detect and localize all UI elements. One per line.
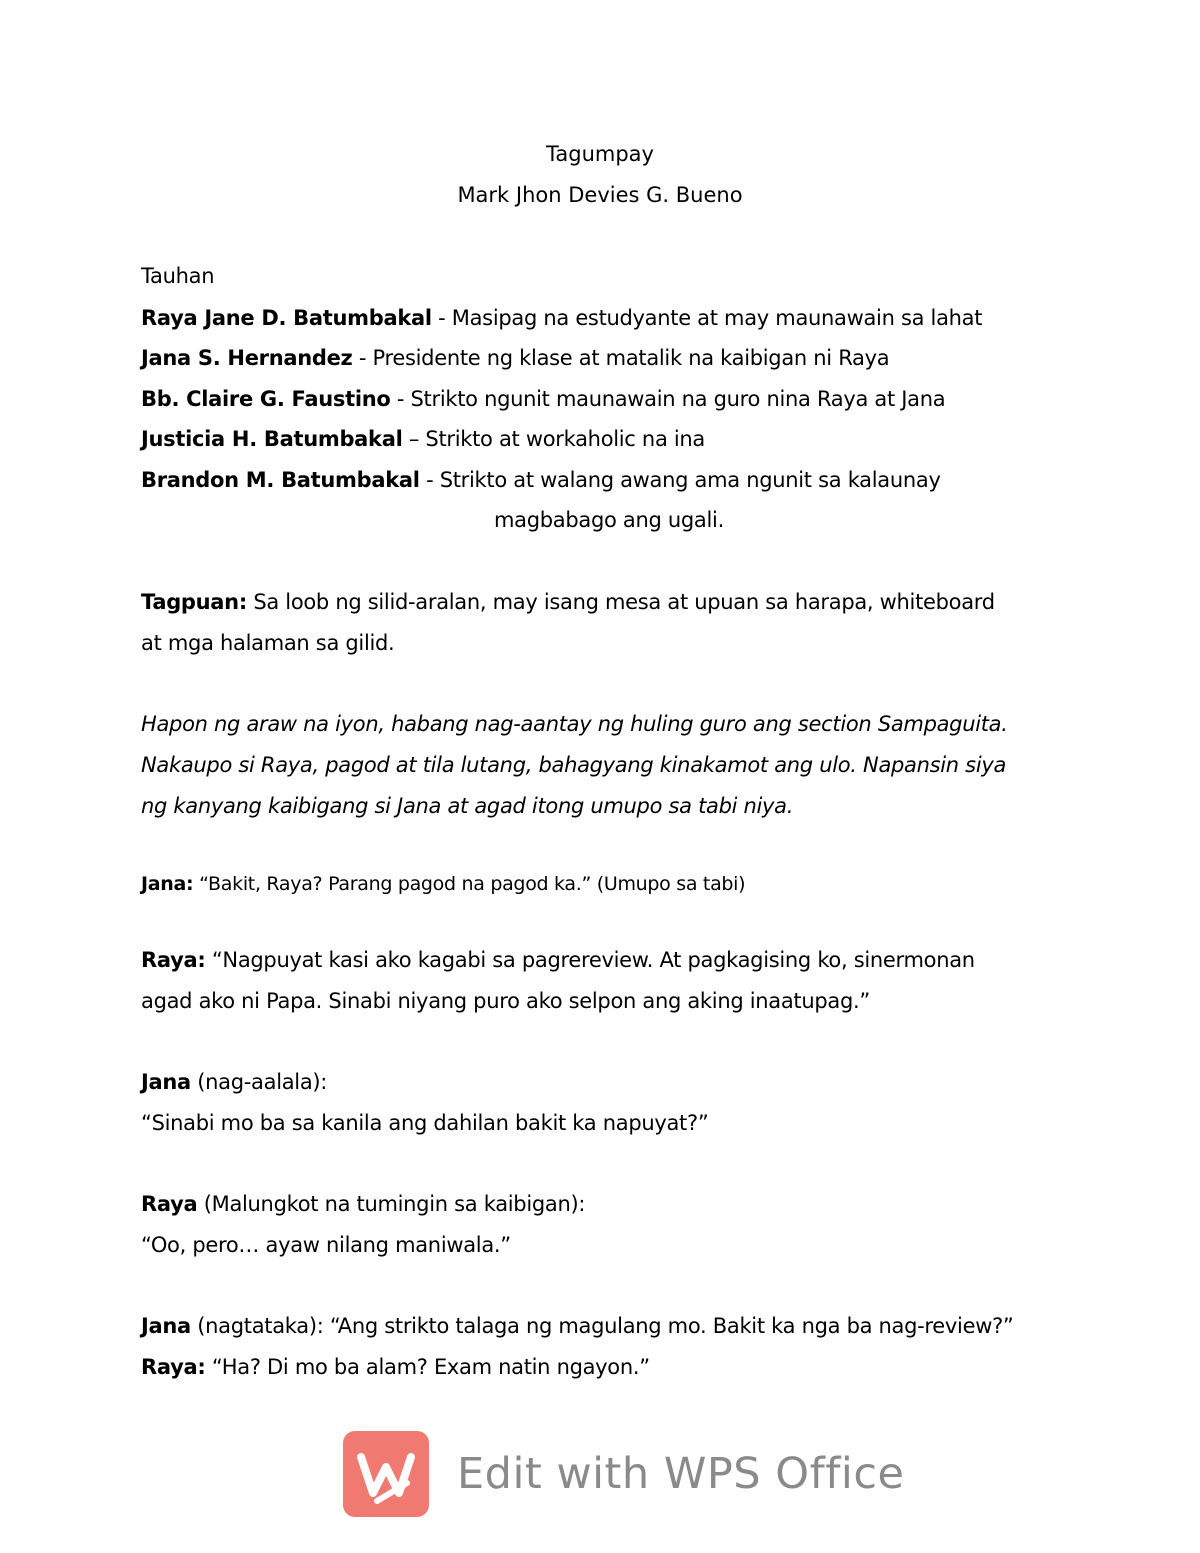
wps-logo-icon bbox=[343, 1431, 429, 1517]
speaker: Raya: bbox=[141, 948, 206, 972]
character-name: Bb. Claire G. Faustino bbox=[141, 387, 391, 411]
tagpuan-label: Tagpuan: bbox=[141, 590, 247, 614]
speaker: Raya: bbox=[141, 1355, 206, 1379]
tagpuan-line bbox=[141, 590, 995, 614]
character-desc: - Strikto ngunit maunawain na guro nina Raya at Jana bbox=[390, 387, 946, 411]
dialogue-line bbox=[141, 1070, 327, 1094]
character-line bbox=[141, 306, 982, 330]
stage-cue: (Malungkot na tumingin sa kaibigan): bbox=[197, 1192, 586, 1216]
dialogue-text: (nagtataka): “Ang strikto talaga ng magulang mo. Bakit ka nga ba nag-review?” bbox=[190, 1314, 1014, 1338]
dialogue-line bbox=[141, 1355, 650, 1379]
stage-cue: (nag-aalala): bbox=[190, 1070, 328, 1094]
character-desc: - Strikto at walang awang ama ngunit sa kalaunay bbox=[419, 468, 941, 492]
tagpuan-continuation: at mga halaman sa gilid. bbox=[141, 631, 395, 655]
character-line bbox=[141, 468, 941, 492]
dialogue-line bbox=[141, 1314, 1014, 1338]
narration-line: ng kanyang kaibigang si Jana at agad itong umupo sa tabi niya. bbox=[141, 794, 794, 818]
character-continuation: magbabago ang ugali. bbox=[494, 508, 724, 532]
speaker: Raya bbox=[141, 1192, 198, 1216]
wps-watermark[interactable] bbox=[343, 1430, 904, 1518]
character-line bbox=[141, 427, 705, 451]
character-desc: - Presidente ng klase at matalik na kaibigan ni Raya bbox=[352, 346, 890, 370]
dialogue-continuation: agad ako ni Papa. Sinabi niyang puro ako selpon ang aking inaatupag.” bbox=[141, 989, 870, 1013]
dialogue-text: “Ha? Di mo ba alam? Exam natin ngayon.” bbox=[205, 1355, 650, 1379]
character-line bbox=[141, 346, 889, 370]
document-title: Tagumpay bbox=[546, 142, 654, 166]
dialogue-text: “Oo, pero… ayaw nilang maniwala.” bbox=[141, 1233, 511, 1257]
dialogue-line bbox=[141, 873, 745, 895]
narration-line: Nakaupo si Raya, pagod at tila lutang, bahagyang kinakamot ang ulo. Napansin siya bbox=[141, 753, 1007, 777]
character-line bbox=[141, 387, 945, 411]
dialogue-text: “Sinabi mo ba sa kanila ang dahilan bakit ka napuyat?” bbox=[141, 1111, 709, 1135]
narration-line: Hapon ng araw na iyon, habang nag-aantay ng huling guro ang section Sampaguita. bbox=[141, 712, 1008, 736]
document-author: Mark Jhon Devies G. Bueno bbox=[457, 183, 743, 207]
character-name: Justicia H. Batumbakal bbox=[141, 427, 403, 451]
speaker: Jana: bbox=[141, 873, 194, 895]
tagpuan-text: Sa loob ng silid-aralan, may isang mesa at upuan sa harapa, whiteboard bbox=[246, 590, 995, 614]
dialogue-text: “Bakit, Raya? Parang pagod na pagod ka.” (Umupo sa tabi) bbox=[193, 873, 746, 895]
character-name: Brandon M. Batumbakal bbox=[141, 468, 420, 492]
dialogue-line bbox=[141, 1192, 585, 1216]
speaker: Jana bbox=[141, 1314, 191, 1338]
character-name: Raya Jane D. Batumbakal bbox=[141, 306, 432, 330]
dialogue-text: “Nagpuyat kasi ako kagabi sa pagrereview. At pagkagising ko, sinermonan bbox=[205, 948, 975, 972]
tauhan-label: Tauhan bbox=[141, 264, 215, 288]
speaker: Jana bbox=[141, 1070, 191, 1094]
dialogue-line bbox=[141, 948, 975, 972]
character-name: Jana S. Hernandez bbox=[141, 346, 353, 370]
character-desc: - Masipag na estudyante at may maunawain sa lahat bbox=[431, 306, 983, 330]
character-desc: – Strikto at workaholic na ina bbox=[402, 427, 705, 451]
wps-watermark-text: Edit with WPS Office bbox=[457, 1449, 905, 1499]
